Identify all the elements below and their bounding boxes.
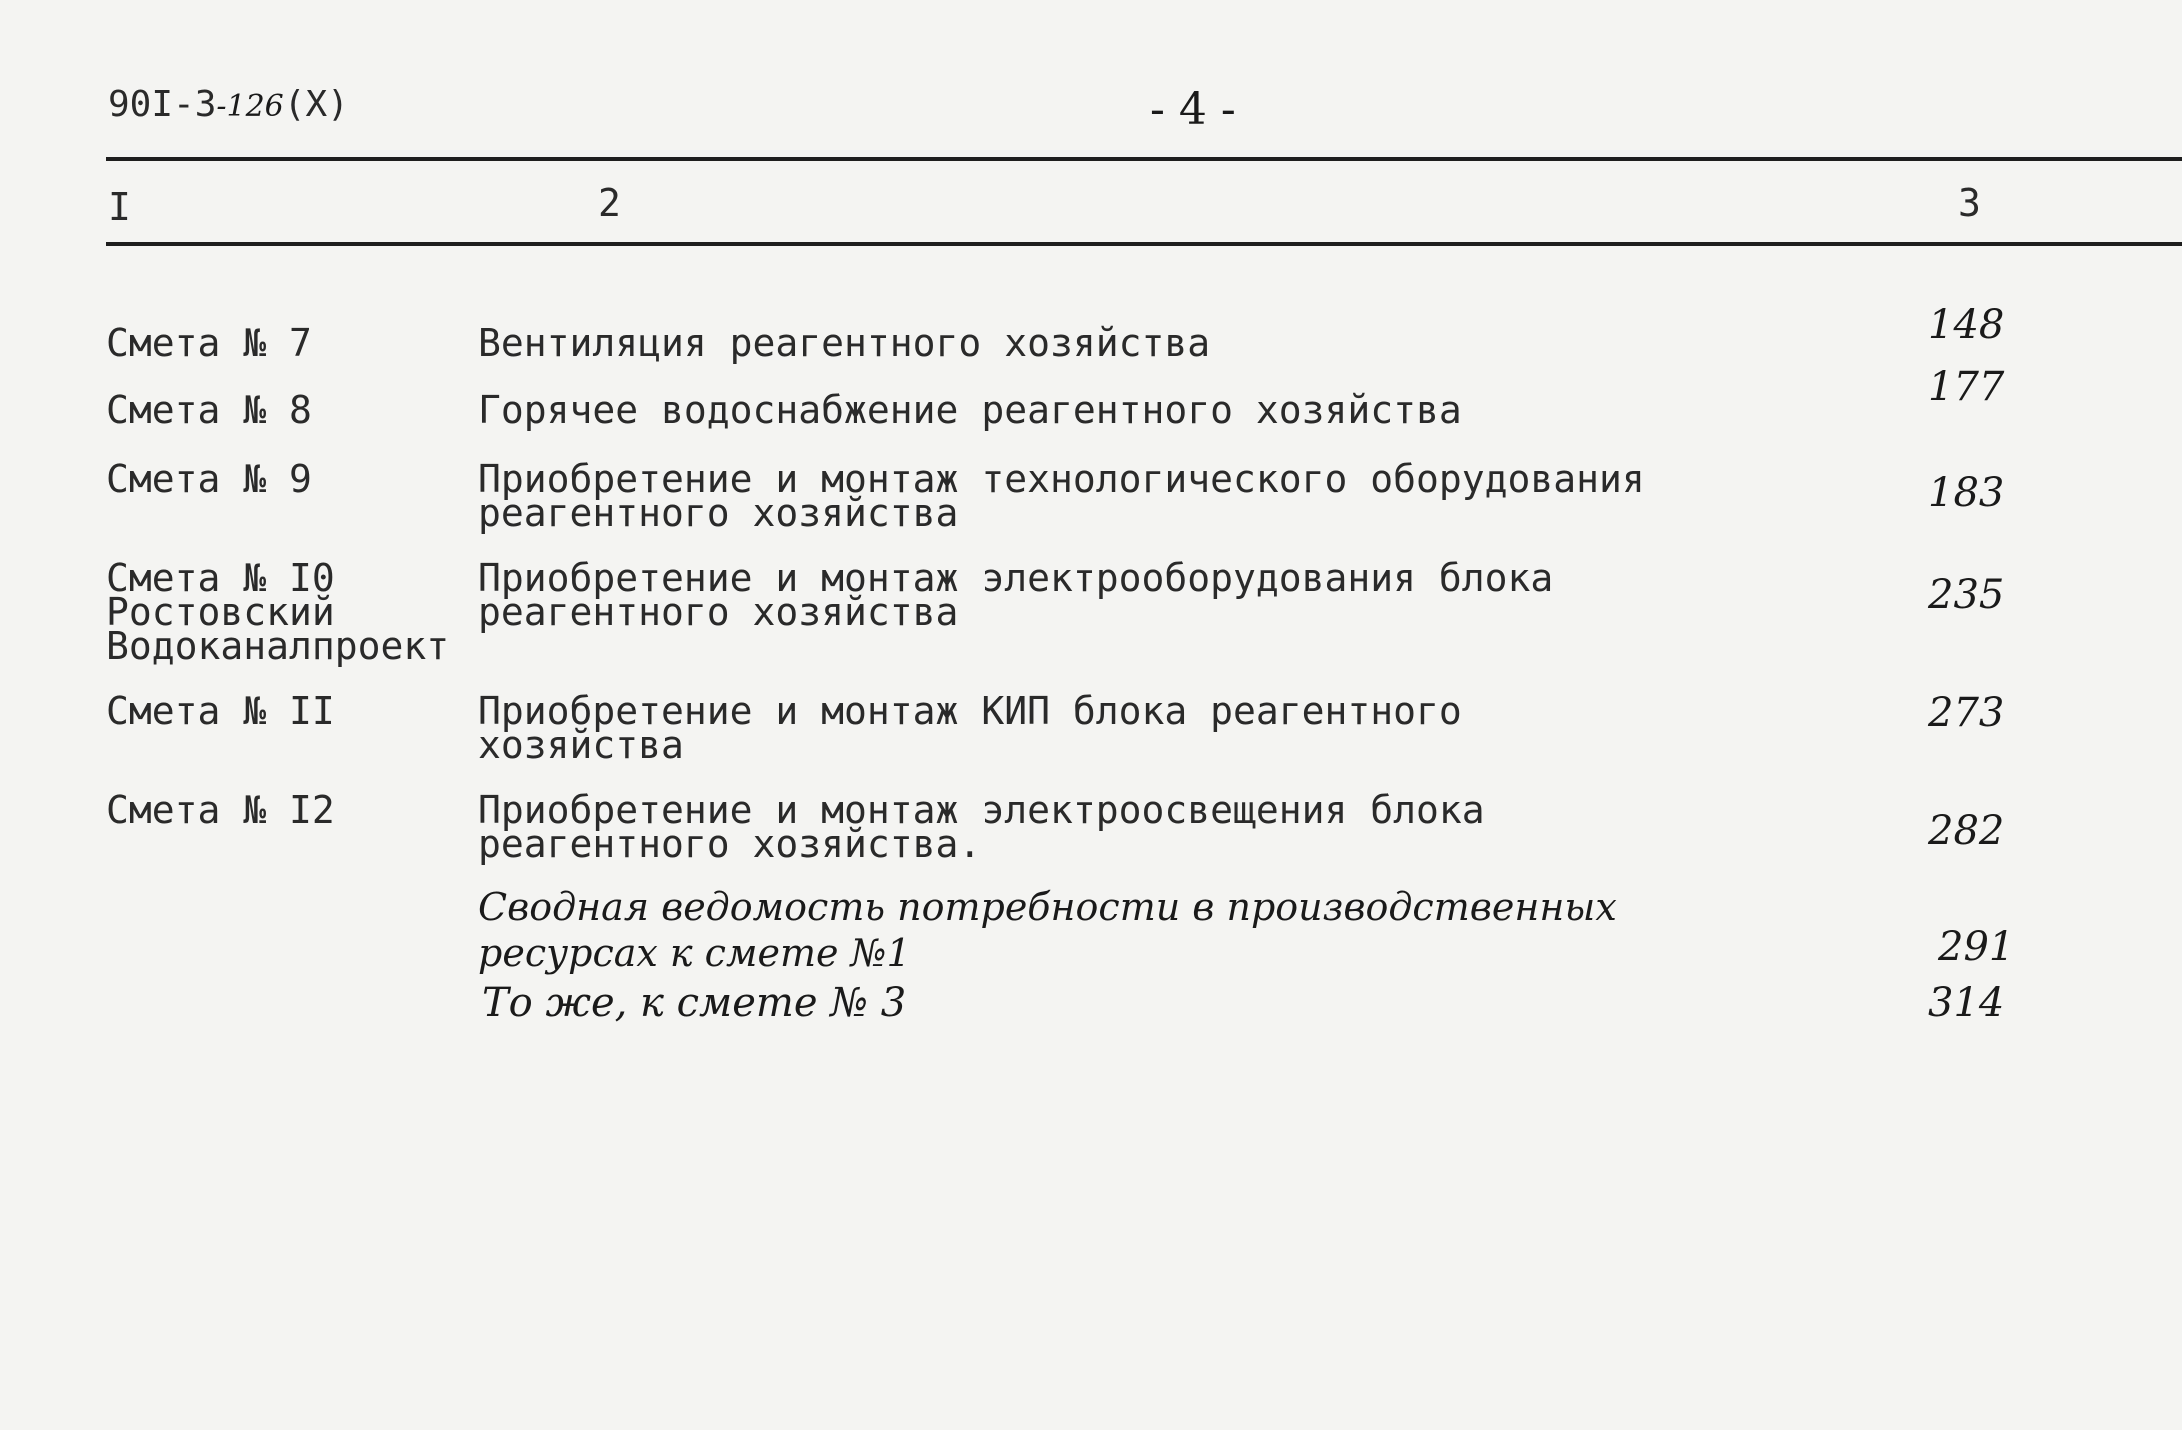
estimate-label: Смета № II — [106, 689, 335, 733]
column-header-1: I — [108, 185, 131, 229]
page-ref: 282 — [1928, 808, 2005, 854]
estimate-label: Смета № 7 — [106, 321, 312, 365]
estimate-description: Горячее водоснабжение реагентного хозяйства — [478, 388, 1462, 432]
page-number: - 4 - — [1150, 84, 1236, 135]
page-ref: 183 — [1928, 470, 2005, 516]
estimate-label: Смета № 8 — [106, 388, 312, 432]
column-header-3: 3 — [1958, 181, 1981, 225]
estimate-label: Смета № I2 — [106, 788, 335, 832]
handwritten-description: То же, к смете № 3 — [482, 980, 907, 1026]
page-ref: 235 — [1928, 572, 2005, 618]
estimate-label: Смета № I0 Ростовский Водоканалпроект — [106, 556, 450, 668]
document-code-suffix: (X) — [283, 84, 349, 125]
estimate-label: Смета № 9 — [106, 457, 312, 501]
header-bottom-rule — [106, 242, 2182, 246]
document-code-handwritten: -126 — [216, 89, 284, 124]
header-top-rule — [106, 157, 2182, 161]
page-ref: 314 — [1928, 980, 2005, 1026]
estimate-description: Приобретение и монтаж технологического оборудования реагентного хозяйства — [478, 457, 1645, 535]
estimate-description: Приобретение и монтаж электрооборудования блока реагентного хозяйства — [478, 556, 1554, 634]
estimate-description: Приобретение и монтаж КИП блока реагентного хозяйства — [478, 689, 1462, 767]
page-ref: 148 — [1928, 302, 2005, 348]
column-header-2: 2 — [598, 181, 621, 225]
document-code-typed: 90I-3 — [108, 84, 217, 125]
document-code — [108, 84, 349, 125]
page-ref: 273 — [1928, 690, 2005, 736]
page-ref: 177 — [1928, 364, 2005, 410]
handwritten-description: Сводная ведомость потребности в производственных ресурсах к смете №1 — [478, 885, 1617, 975]
estimate-description: Приобретение и монтаж электроосвещения блока реагентного хозяйства. — [478, 788, 1485, 866]
page-ref: 291 — [1938, 924, 2015, 970]
estimate-description: Вентиляция реагентного хозяйства — [478, 321, 1211, 365]
